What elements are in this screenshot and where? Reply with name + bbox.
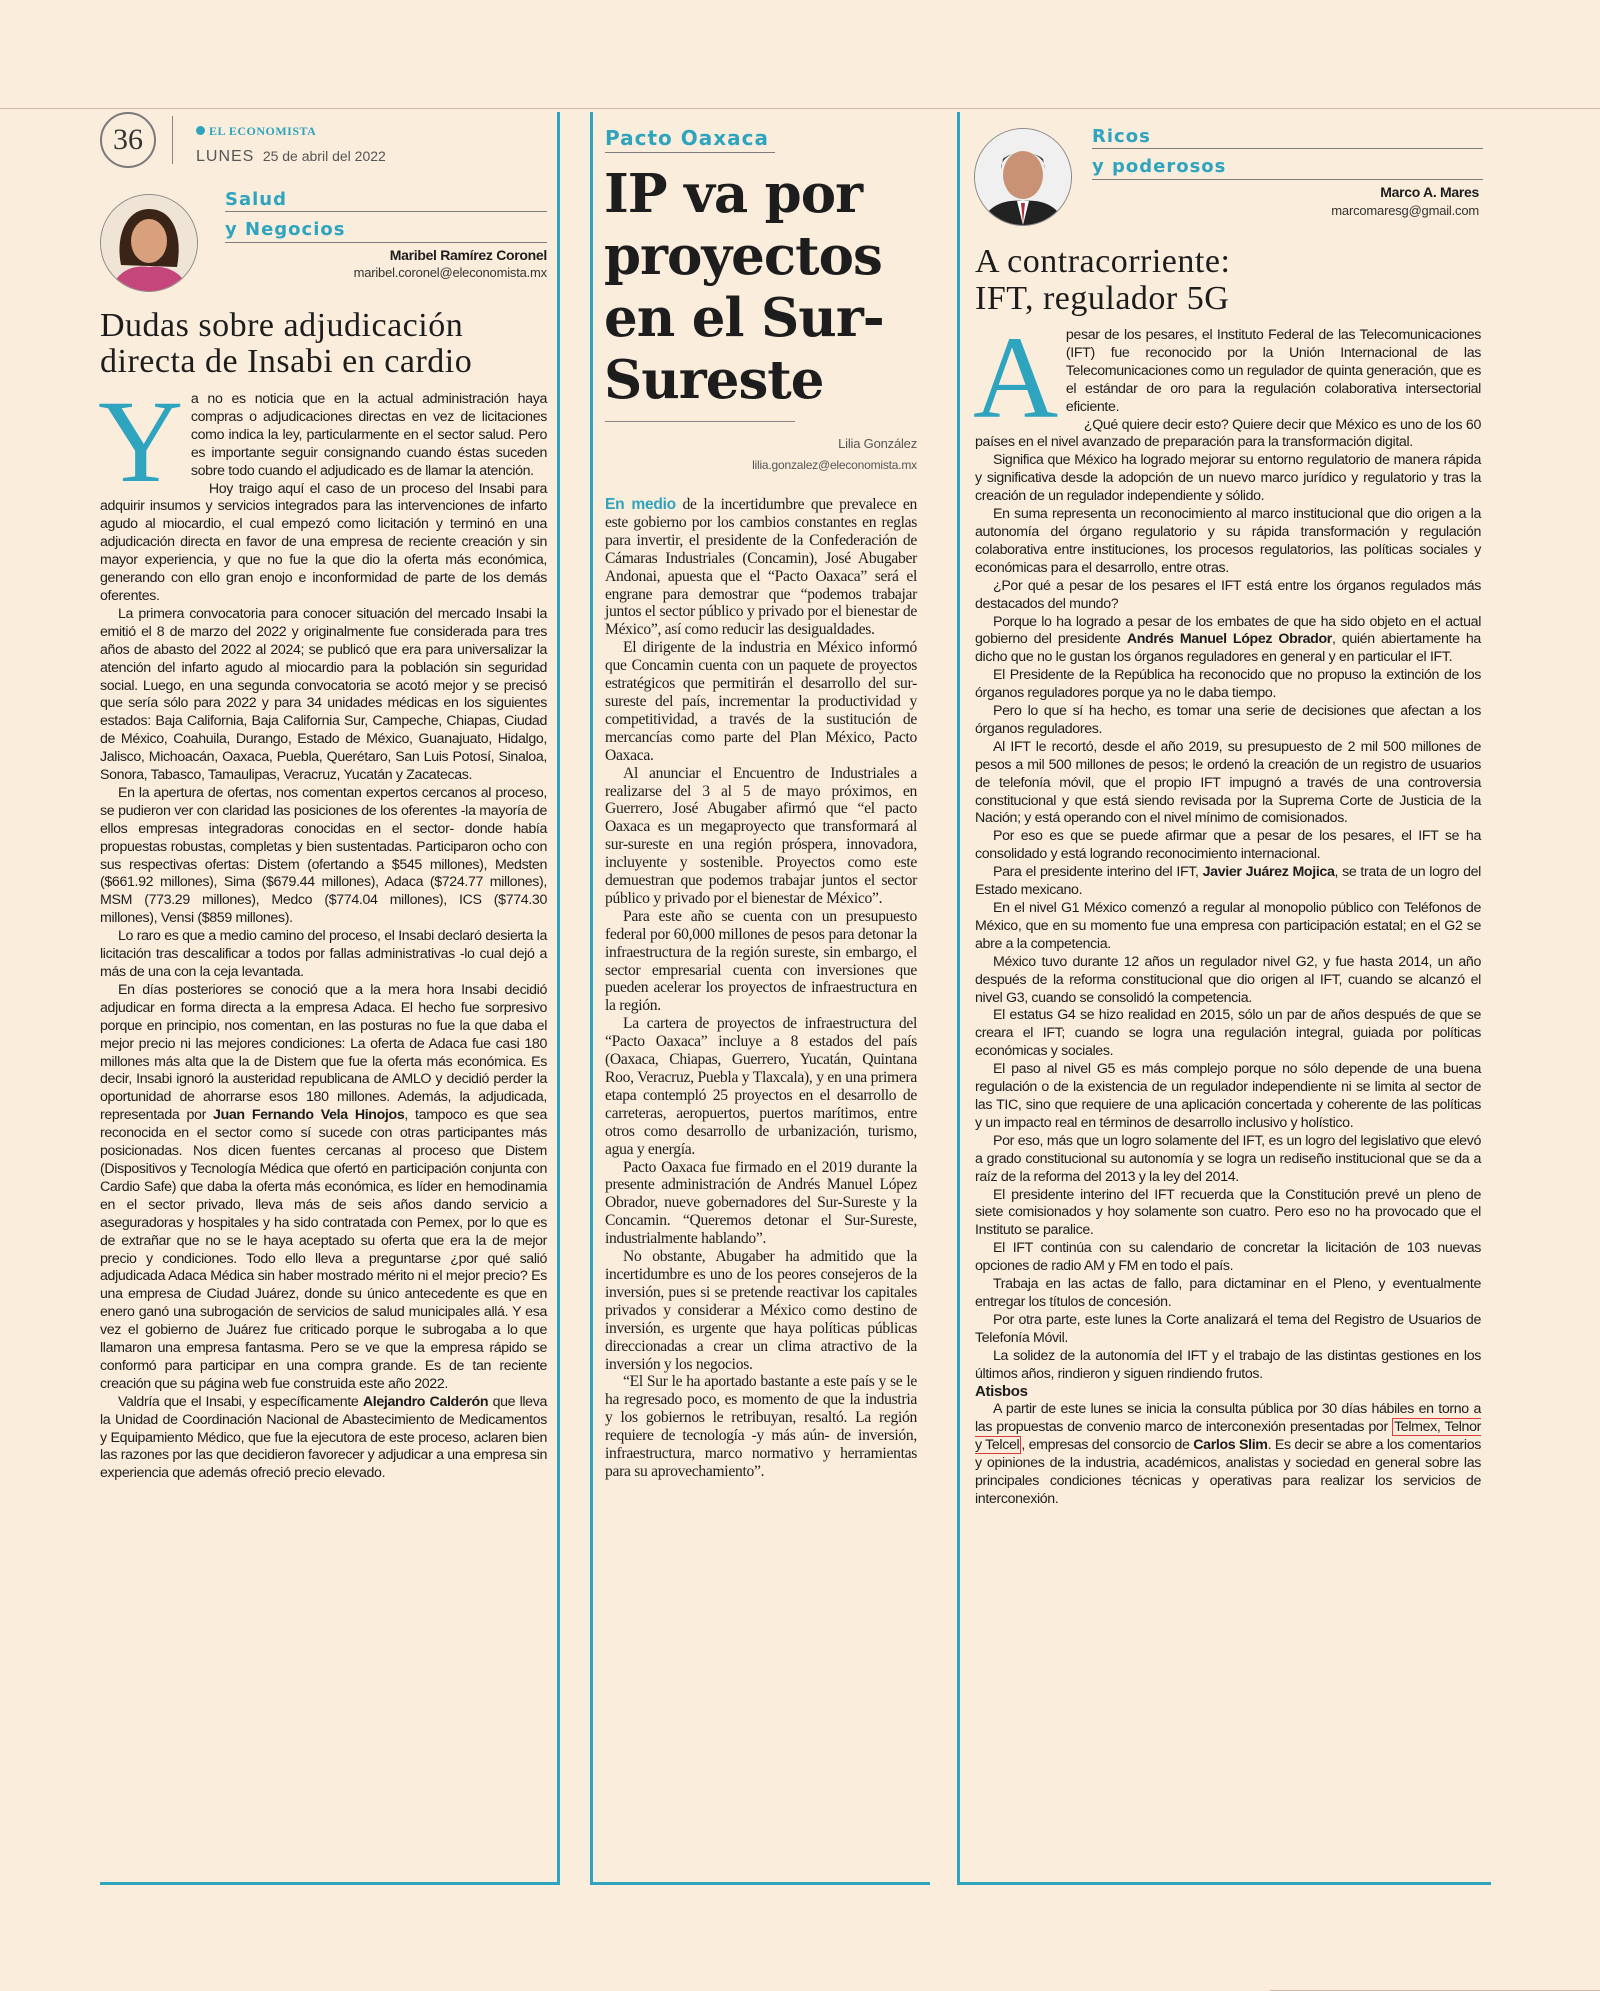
author-name: Maribel Ramírez Coronel	[389, 247, 547, 263]
paragraph: El estatus G4 se hizo realidad en 2015, sólo un par de años después de que se creara el IFT; cuando se logra una regulación integral, guiada por políticas económicas y sociales.	[975, 1007, 1481, 1060]
paragraph: “El Sur le ha aportado bastante a este país y se le ha regresado poco, es momento de que la industria y los gobiernos le retribuyan, resaltó. La región requiere de tecnología -y más aún- de inversión, infraestructura, marco normativo y herramientas para su aprovechamiento”.	[605, 1373, 917, 1480]
col1-bottom-rule	[100, 1882, 560, 1885]
paragraph: La cartera de proyectos de infraestructura del “Pacto Oaxaca” incluye a 8 estados del país (Oaxaca, Chiapas, Guerrero, Yucatán, Quintana Roo, Veracruz, Puebla y Tlaxcala), y en una primera etapa contempló 25 proyectos en el desarrollo de carreteras, aeropuertos, puertos marítimos, entre otros como desarrollo de urbanización, turismo, agua y energía.	[605, 1015, 917, 1158]
section-tag-negocios: y Negocios	[225, 219, 346, 240]
author-name: Marco A. Mares	[1380, 184, 1479, 200]
header-divider	[172, 116, 173, 164]
brand-logo	[196, 124, 316, 139]
col2-left-rule	[590, 112, 593, 1884]
lead-in: En medio	[605, 496, 676, 513]
paragraph: La solidez de la autonomía del IFT y el trabajo de las distintas gestiones en los últimos años, rindieron y siguen rindiendo frutos.	[975, 1347, 1481, 1382]
paragraph: El dirigente de la industria en México informó que Concamin cuenta con un paquete de proyectos estratégicos que permitirán el desarrollo del sur-sureste del país, incrementar la productividad y competitividad, a través de la sustitución de mercancías como parte del Plan México, Pacto Oaxaca.	[605, 639, 917, 764]
paragraph: El Presidente de la República ha reconocido que no propuso la extinción de los órganos reguladores porque ya no le daba tiempo.	[975, 667, 1481, 702]
author-email: lilia.gonzalez@eleconomista.mx	[752, 458, 917, 472]
paragraph: Al anunciar el Encuentro de Industriales a realizarse del 3 al 5 de mayo próximos, en Guerrero, José Abugaber afirmó que “el pacto Oaxaca es un megaproyecto que transformará al sur-sureste en una región próspera, innovadora, incluyente y sostenible. Proyectos como este demuestran que podemos trabajar juntos el sector público y privado por el bienestar de México”.	[605, 764, 917, 907]
subhead-atisbos: Atisbos	[975, 1383, 1028, 1401]
dateline	[196, 148, 386, 166]
headline-line: A contracorriente:	[975, 243, 1231, 280]
person-name: Javier Juárez Mojica	[1202, 864, 1335, 881]
paragraph: Para este año se cuenta con un presupuesto federal por 60,000 millones de pesos para detonar la infraestructura de la región sureste, sin embargo, el sector empresarial cuenta con inversiones que pueden acelerar los proyectos de infraestructura en la región.	[605, 907, 917, 1015]
paragraph: En suma representa un reconocimiento al marco institucional que dio origen a la autonomía del órgano regulatorio y su rápida transformación y regulación colaborativa entre instituciones, los procesos regulatorios, las políticas sociales y económicas para el desarrollo, entre otras.	[975, 506, 1481, 576]
author-avatar-marco	[974, 128, 1072, 226]
author-name: Lilia González	[838, 436, 917, 451]
headline-ip	[604, 163, 924, 411]
section-tag-rule	[225, 211, 547, 212]
author-email: maribel.coronel@eleconomista.mx	[353, 265, 547, 280]
weekday: LUNES	[196, 148, 255, 165]
section-tag-poderosos: y poderosos	[1092, 156, 1227, 177]
paragraph: Ya no es noticia que en la actual administración haya compras o adjudicaciones directas en vez de licitaciones como indica la ley, particularmente en el sector salud. Pero es importante seguir consignando cuando éstas suceden sobre todo cuando el adjudicado es de llamar la atención.	[98, 376, 547, 507]
paragraph: En medio de la incertidumbre que prevalece en este gobierno por los cambios constantes en reglas para invertir, el presidente de la Confederación de Cámaras Industriales (Concamin), José Abugaber Andonai, apuesta que el “Pacto Oaxaca” será el engrane para demostrar que “podemos trabajar juntos el sector público y privado por el bienestar de México”, así como reducir las desigualdades.	[605, 496, 917, 639]
paragraph: Porque lo ha logrado a pesar de los embates de que ha sido objeto en el actual gobierno del presidente Andrés Manuel López Obrador, quién abiertamente ha dicho que no le gustan los órganos reguladores en general y en particular el IFT.	[975, 613, 1481, 666]
person-name: Andrés Manuel López Obrador	[1126, 631, 1332, 648]
paragraph: Al IFT le recortó, desde el año 2019, su presupuesto de 2 mil 500 millones de pesos a mil 500 millones de pesos; le ordenó la creación de un registro de usuarios de telefonía móvil, que el propio IFT impugnó a través de una controversia constitucional y que está siendo revisada por la Suprema Corte de Justicia de la Nación; y está operando con el nivel mínimo de comisionados.	[975, 738, 1481, 827]
top-rule	[0, 108, 1600, 109]
col2-bottom-rule	[590, 1882, 930, 1885]
paragraph: ¿Qué quiere decir esto? Quiere decir que México es uno de los 60 países en el nivel avanzado de preparación para la transformación digital.	[975, 416, 1481, 451]
page-number: 36	[100, 112, 156, 168]
paragraph: ¿Por qué a pesar de los pesares el IFT está entre los órganos regulados más destacados del mundo?	[975, 577, 1481, 612]
headline-rule	[605, 421, 795, 422]
author-avatar-maribel	[100, 194, 198, 292]
paragraph: El IFT continúa con su calendario de concretar la licitación de 103 nuevas opciones de radio AM y FM en todo el país.	[975, 1240, 1481, 1275]
paragraph: En días posteriores se conoció que a la mera hora Insabi decidió adjudicar en forma directa a la empresa Adaca. El hecho fue sorpresivo porque en principio, nos comentan, en las posturas no fue la que daba el mejor precio ni las mejores condiciones: La oferta de Adaca fue casi 180 millones más alta que la de Distem que fue la oferta más económica. Es decir, Insabi ignoró la austeridad republicana de AMLO y decidió perder la oportunidad de ahorrarse esos 180 millones. Además, la adjudicada, representada por Juan Fernando Vela Hinojos, tampoco es que sea reconocida en el sector como sí sucede con otras participantes más posicionadas. Nos dicen fuentes cercanas al proceso que Distem (Dispositivos y Tecnología Médica que ofertó en participación conjunta con Cardio Safe) que daba la oferta más económica, es líder en hemodinamia en el sector privado, lleva más de seis años dando servicio a aseguradoras y hospitales y ha sido contratada con Pemex, por lo que es de extrañar que no se le haya aceptado su oferta que era la de mejor precio y condiciones. Todo ello lleva a preguntarse ¿por qué salió adjudicada Adaca Médica sin haber mostrado mérito ni el mejor precio? Es una empresa de Ciudad Juárez, donde su único antecedente es que en enero ganó una subrogación de servicios de salud municipales allá. Y esa vez el gobierno de Juárez fue criticado porque le subrogaba a lo que llamaron una empresa fantasma. Pero se ve que la empresa rápido se conformó para participar en una compra grande. Es de tan reciente creación que su página web fue construida este año 2022.	[100, 981, 547, 1392]
paragraph: Valdría que el Insabi, y específicamente Alejandro Calderón que lleva la Unidad de Coordinación Nacional de Abastecimiento de Medicamentos y Equipamiento Médico, que fue la ejecutora de este proceso, aclaren bien las razones por las que decidieron favorecer y adjudicar a una empresa sin experiencia que además ofreció precio elevado.	[100, 1393, 548, 1482]
highlighted-companies: Telmex, Telnor y Telcel	[975, 1419, 1481, 1454]
headline-line: directa de Insabi en cardio	[100, 343, 473, 380]
paragraph: Para el presidente interino del IFT, Javier Juárez Mojica, se trata de un logro del Estado mexicano.	[975, 864, 1481, 899]
paragraph: Por otra parte, este lunes la Corte analizará el tema del Registro de Usuarios de Telefonía Móvil.	[975, 1311, 1481, 1346]
headline-ift	[975, 243, 1475, 317]
section-tag-ricos: Ricos	[1092, 126, 1151, 147]
article-body-ift	[973, 312, 1482, 1509]
issue-date: 25 de abril del 2022	[262, 148, 386, 164]
paragraph: El paso al nivel G5 es más complejo porque no sólo depende de una buena regulación o de la existencia de un regulador independiente ni se limita al sector de las TIC, sino que requiere de una aplicación concertada y coherente de las políticas y un impacto real en términos de desarrollo inclusivo y holístico.	[975, 1061, 1481, 1131]
headline-line: IP va por	[604, 163, 863, 225]
headline-line: Dudas sobre adjudicación	[100, 307, 464, 344]
person-name: Juan Fernando Vela Hinojos	[213, 1107, 405, 1124]
paragraph: Apesar de los pesares, el Instituto Federal de las Telecomunicaciones (IFT) fue reconocido por la Unión Internacional de las Telecomunicaciones como un regulador de quinta generación, que es el estándar de oro para la regulación colaborativa intersectorial eficiente.	[973, 312, 1481, 443]
person-name: Carlos Slim	[1193, 1437, 1268, 1454]
section-tag-rule	[1092, 179, 1483, 180]
paragraph: A partir de este lunes se inicia la consulta pública por 30 días hábiles en torno a las propuestas de convenio marco de interconexión presentadas por Telmex, Telnor y Telcel , empresas del consorcio de Carlos Slim. Es decir se abre a los comentarios y opiniones de la industria, académicos, analistas y sociedad en general sobre las principales condiciones técnicas y operativas para realizar los servicios de interconexión.	[975, 1401, 1482, 1507]
drop-cap: A	[973, 312, 1058, 443]
brand-name: EL ECONOMISTA	[209, 124, 317, 138]
paragraph: El presidente interino del IFT recuerda que la Constitución prevé un pleno de siete comisionados y hoy solamente son cuatro. Pero eso no ha provocado que el Instituto se paralice.	[975, 1186, 1481, 1239]
section-tag-pacto: Pacto Oaxaca	[605, 126, 769, 150]
paragraph: Hoy traigo aquí el caso de un proceso del Insabi para adquirir insumos y servicios integrados para las intervenciones de infarto agudo al miocardio, el cual empezó como licitación y terminó en una adjudicación directa en favor de una empresa de reciente creación y sin mayor experiencia, y que no fue la que dio la oferta más económica, generando con ello gran enojo e inconformidad de parte de los demás oferentes.	[100, 480, 547, 604]
person-name: Alejandro Calderón	[362, 1393, 489, 1410]
col3-left-rule	[957, 112, 960, 1884]
headline-line: IFT, regulador 5G	[975, 280, 1230, 317]
section-tag-salud: Salud	[225, 189, 287, 210]
article-body-pacto	[605, 496, 917, 1481]
paragraph: Por eso, más que un logro solamente del IFT, es un logro del legislativo que elevó a grado constitucional su autonomía y se logra un rediseño institucional que se da a raíz de la reforma del 2013 y la ley del 2014.	[975, 1132, 1481, 1185]
headline-line: en el Sur-	[604, 287, 884, 349]
paragraph: En la apertura de ofertas, nos comentan expertos cercanos al proceso, se pudieron ver con claridad las posiciones de los oferentes -la mayoría de ellos empresas integradoras conocidas en el sector- donde había propuestas robustas, completas y bien sustentadas. Participaron ocho con sus respectivas ofertas: Distem (ofertando a $545 millones), Medsten ($661.92 millones), Sima ($679.44 millones), Adaca ($724.77 millones), MSM (773.29 millones), Medco ($774.04 millones), ICS ($774.30 millones), Vensi ($859 millones).	[100, 784, 547, 927]
headline-insabi	[100, 308, 560, 380]
author-email: marcomaresg@gmail.com	[1331, 203, 1479, 218]
section-tag-rule	[225, 242, 547, 243]
article-body-insabi	[98, 376, 548, 1483]
col3-bottom-rule	[957, 1882, 1491, 1885]
paragraph: Trabaja en las actas de fallo, para dictaminar en el Pleno, y eventualmente entregar los títulos de concesión.	[975, 1276, 1481, 1310]
headline-line: proyectos	[604, 225, 882, 287]
paragraph: México tuvo durante 12 años un regulador nivel G2, y fue hasta 2014, un año después de la reforma constitucional que dio origen al IFT, cuando se alcanzó el nivel G3, cuando se consolidó la competencia.	[975, 953, 1481, 1006]
paragraph: Por eso es que se puede afirmar que a pesar de los pesares, el IFT se ha consolidado y está logrando reconocimiento internacional.	[975, 828, 1481, 863]
paragraph: Pero lo que sí ha hecho, es tomar una serie de decisiones que afectan a los órganos reguladores.	[975, 703, 1481, 737]
brand-icon	[196, 126, 205, 135]
paragraph: No obstante, Abugaber ha admitido que la incertidumbre es uno de los peores consejeros de la inversión, pues si se pretende reactivar los capitales privados y considerar a México como destino de inversión, es urgente que haya políticas públicas direccionadas a crear un clima atractivo de la inversión y los negocios.	[605, 1248, 917, 1373]
paragraph: Pacto Oaxaca fue firmado en el 2019 durante la presente administración de Andrés Manuel López Obrador, nueve gobernadores del Sur-Sureste y la Concamin. “Queremos detonar el Sur-Sureste, industrialmente hablando”.	[605, 1158, 917, 1248]
drop-cap: Y	[98, 376, 183, 507]
paragraph: En el nivel G1 México comenzó a regular al monopolio público con Teléfonos de México, que en su momento fue una empresa con participación estatal; en el G2 se abre a la competencia.	[975, 900, 1481, 952]
paragraph: Lo raro es que a medio camino del proceso, el Insabi declaró desierta la licitación tras descalificar a todos por fallas administrativas -lo cual dejó a más de una con la ceja levantada.	[100, 928, 547, 980]
section-tag-rule	[605, 152, 775, 153]
paragraph: Significa que México ha logrado mejorar su entorno regulatorio de manera rápida y significativa desde la adopción de un nuevo marco jurídico y regulatorio y tras la creación de un regulador independiente y sólido.	[975, 452, 1481, 505]
paragraph: La primera convocatoria para conocer situación del mercado Insabi la emitió el 8 de marzo del 2022 y originalmente fue considerada para tres años de abasto del 2022 al 2024; se publicó que era para universalizar la atención del infarto agudo al miocardio para la población sin seguridad social. Luego, en una segunda convocatoria se acotó mejor y se precisó que sería sólo para 2022 y para 34 unidades médicas en los siguientes estados: Baja California, Baja California Sur, Campeche, Chiapas, Ciudad de México, Coahuila, Durango, Estado de México, Guanajuato, Hidalgo, Jalisco, Michoacán, Oaxaca, Puebla, Querétaro, San Luis Potosí, Sinaloa, Sonora, Tabasco, Tamaulipas, Veracruz, Yucatán y Zacatecas.	[100, 605, 547, 784]
section-tag-rule	[1092, 148, 1483, 149]
headline-line: Sureste	[604, 349, 824, 411]
